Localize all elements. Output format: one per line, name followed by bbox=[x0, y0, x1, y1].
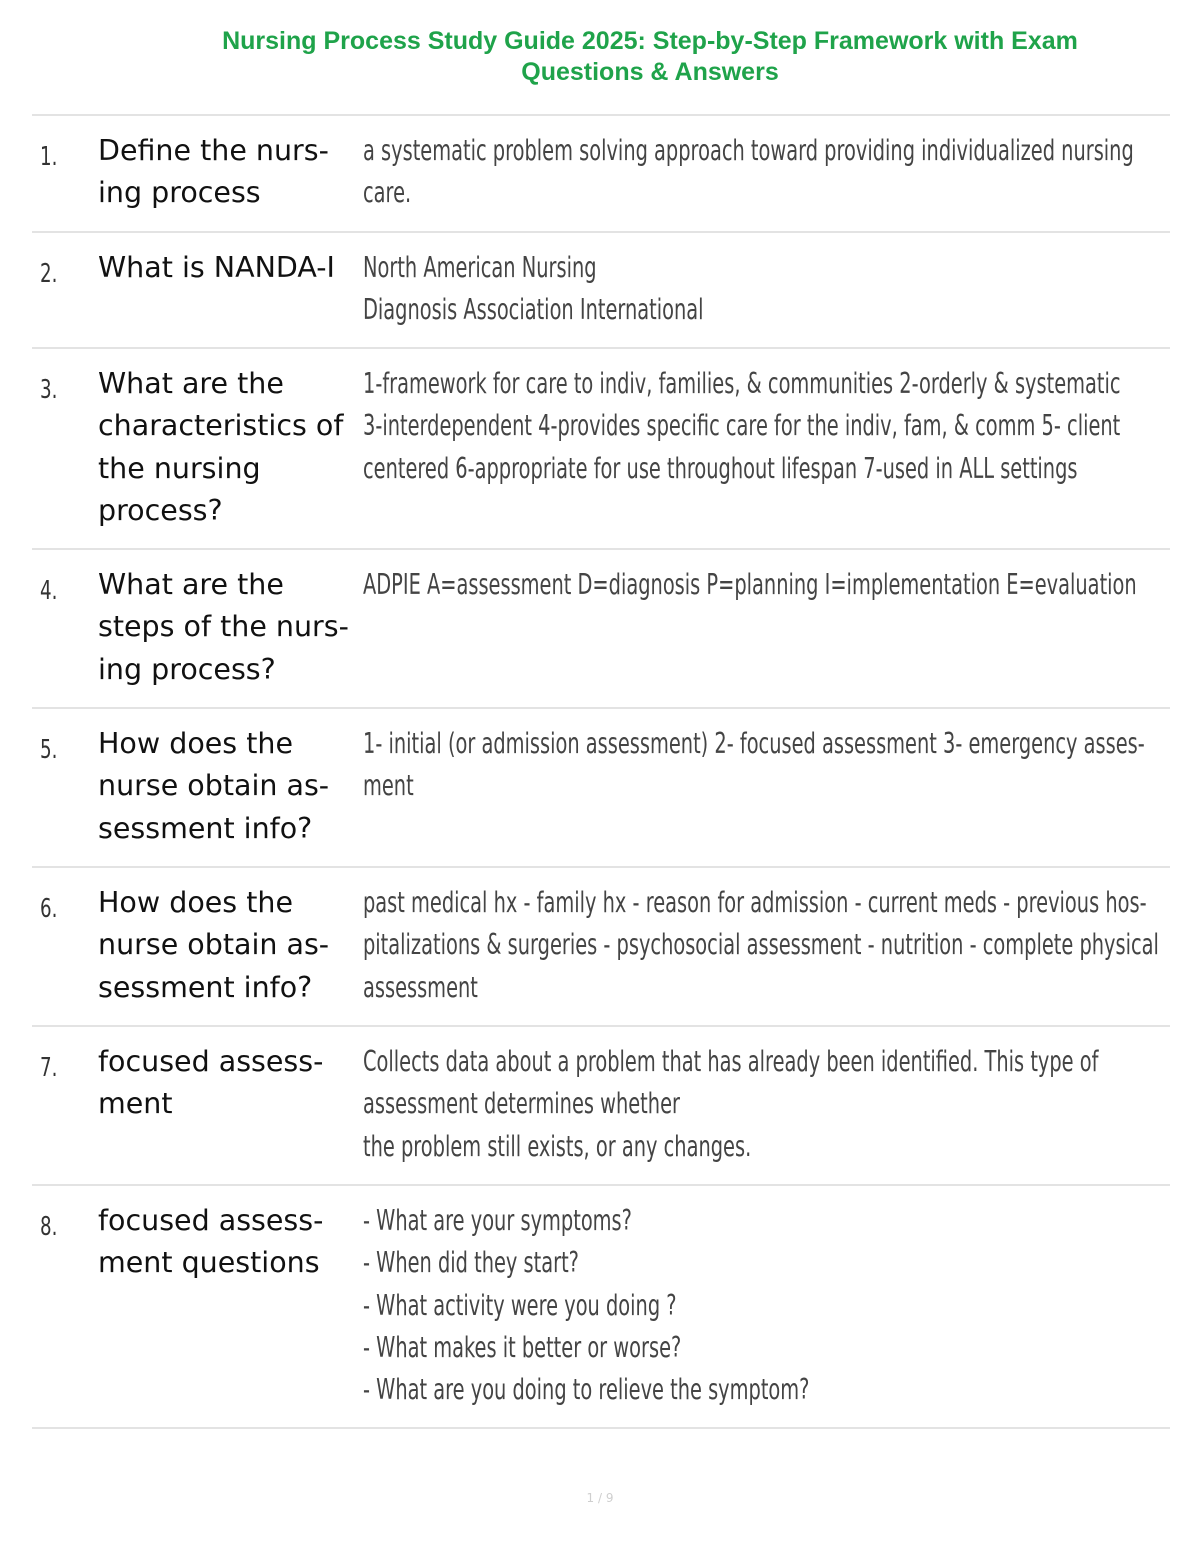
title-line-1: Nursing Process Study Guide 2025: Step-by-Step Framework with Exam bbox=[222, 27, 1078, 55]
card-term: How does the nurse obtain as- sessment info? bbox=[98, 727, 330, 845]
card-definition: 1-framework for care to indiv, families, & communities 2-orderly & systematic 3-interdependent 4-provides specific care for the indiv, fam, & comm 5- client centered 6-appropriate for use throughout lifespan 7-used in ALL settings bbox=[363, 367, 1121, 485]
flashcard-row bbox=[32, 707, 1170, 866]
card-number: 7. bbox=[40, 1053, 58, 1083]
card-term: What are the characteristics of the nursing process? bbox=[98, 367, 344, 527]
card-definition: a systematic problem solving approach toward providing individualized nursing care. bbox=[363, 134, 1134, 210]
card-term: How does the nurse obtain as- sessment info? bbox=[98, 886, 330, 1004]
flashcard-list bbox=[32, 114, 1170, 1429]
flashcard-row bbox=[32, 347, 1170, 548]
card-term: focused assess- ment questions bbox=[98, 1204, 324, 1280]
flashcard-row bbox=[32, 1184, 1170, 1429]
card-definition: Collects data about a problem that has already been identified. This type of assessment determines whether the problem still exists, or any changes. bbox=[363, 1045, 1099, 1163]
card-definition: ADPIE A=assessment D=diagnosis P=planning I=implementation E=evaluation bbox=[363, 568, 1137, 601]
flashcard-row bbox=[32, 548, 1170, 707]
flashcard-row bbox=[32, 1025, 1170, 1184]
document-title bbox=[150, 26, 1150, 88]
card-definition: - What are your symptoms? - When did they start? - What activity were you doing ? - What makes it better or worse? - What are you doing to relieve the symptom? bbox=[363, 1204, 810, 1407]
card-term: What is NANDA-I bbox=[98, 251, 335, 284]
card-term: Define the nurs- ing process bbox=[98, 134, 329, 210]
card-number: 2. bbox=[40, 259, 58, 289]
card-definition: North American Nursing Diagnosis Association International bbox=[363, 251, 704, 327]
card-number: 3. bbox=[40, 375, 58, 405]
card-definition: 1- initial (or admission assessment) 2- focused assessment 3- emergency asses- ment bbox=[363, 727, 1145, 803]
card-number: 1. bbox=[40, 142, 58, 172]
card-number: 8. bbox=[40, 1212, 58, 1242]
flashcard-row bbox=[32, 231, 1170, 347]
card-term: What are the steps of the nurs- ing process? bbox=[98, 568, 349, 686]
card-definition: past medical hx - family hx - reason for admission - current meds - previous hos- pitalizations & surgeries - psychosocial assessment - nutrition - complete physical assessment bbox=[363, 886, 1159, 1004]
card-term: focused assess- ment bbox=[98, 1045, 324, 1121]
flashcard-row bbox=[32, 866, 1170, 1025]
card-number: 4. bbox=[40, 576, 58, 606]
page-number: 1 / 9 bbox=[586, 1491, 614, 1505]
flashcard-row bbox=[32, 114, 1170, 231]
title-line-2: Questions & Answers bbox=[521, 58, 779, 86]
card-number: 6. bbox=[40, 894, 58, 924]
card-number: 5. bbox=[40, 735, 58, 765]
